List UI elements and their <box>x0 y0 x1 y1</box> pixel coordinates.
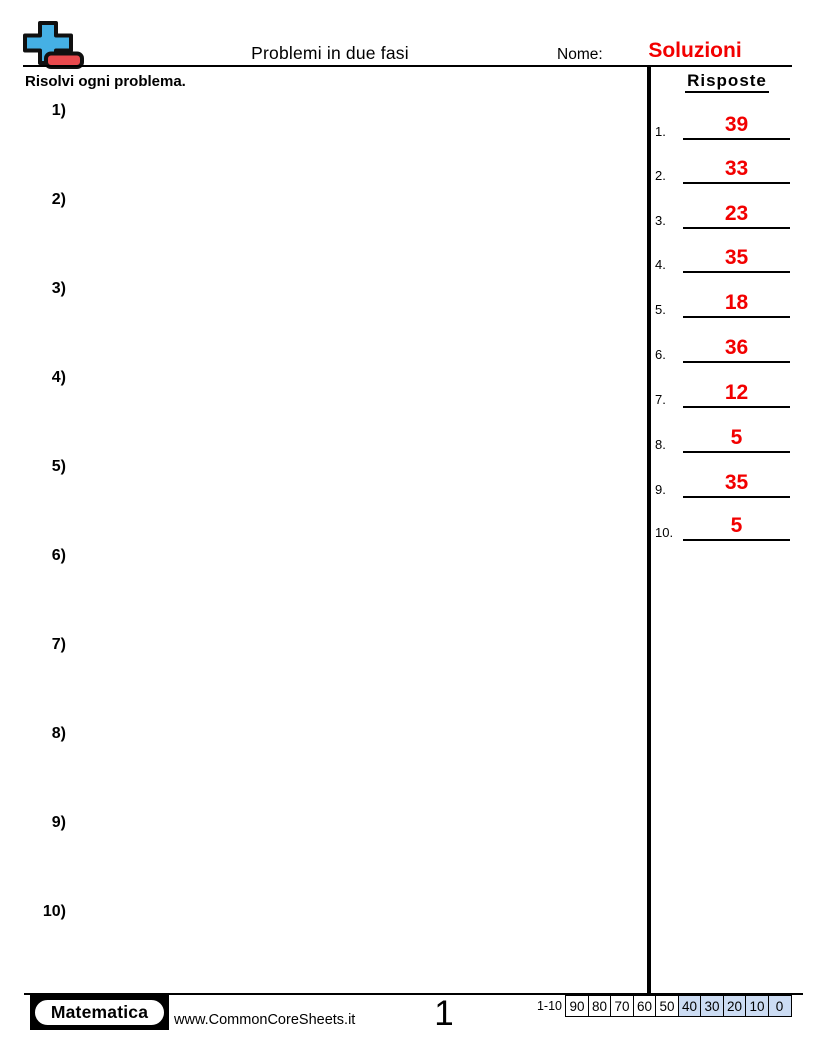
answers-title-text: Risposte <box>685 71 769 93</box>
answer-value: 12 <box>724 381 749 404</box>
answer-row-1 <box>653 106 793 140</box>
score-cell: 40 <box>678 995 702 1017</box>
answer-number: 1. <box>655 124 666 139</box>
answer-value: 39 <box>724 113 749 136</box>
answer-row-7 <box>653 374 793 408</box>
score-cell: 90 <box>565 995 589 1017</box>
answer-blank-line <box>683 316 790 318</box>
problem-number-10: 10) <box>42 903 66 920</box>
answer-number: 7. <box>655 392 666 407</box>
score-range-label: 1-10 <box>536 999 562 1013</box>
answer-number: 10. <box>655 525 674 540</box>
answer-value: 18 <box>724 291 749 314</box>
problem-number-9: 9) <box>51 814 66 831</box>
answer-row-9 <box>653 464 793 498</box>
subject-badge <box>30 995 169 1030</box>
score-cell: 80 <box>588 995 612 1017</box>
answer-number: 4. <box>655 257 666 272</box>
answer-row-6 <box>653 329 793 363</box>
name-value-solutions: Soluzioni <box>648 39 742 62</box>
score-table <box>565 995 792 1017</box>
problem-number-5: 5) <box>51 458 66 475</box>
vertical-double-divider <box>647 67 651 996</box>
score-cell: 60 <box>633 995 657 1017</box>
name-label: Nome: <box>557 46 603 63</box>
answer-value: 36 <box>724 336 749 359</box>
worksheet-title: Problemi in due fasi <box>251 43 409 63</box>
answer-row-8 <box>653 419 793 453</box>
answer-value: 35 <box>724 471 749 494</box>
score-cell: 50 <box>655 995 679 1017</box>
answer-blank-line <box>683 182 790 184</box>
answer-row-4 <box>653 239 793 273</box>
answer-blank-line <box>683 406 790 408</box>
problem-number-6: 6) <box>51 547 66 564</box>
problem-number-3: 3) <box>51 280 66 297</box>
answer-value: 23 <box>724 202 749 225</box>
page-number: 1 <box>434 994 454 1033</box>
subject-badge-label: Matematica <box>33 998 166 1027</box>
answer-number: 3. <box>655 213 666 228</box>
problem-number-4: 4) <box>51 369 66 386</box>
answer-blank-line <box>683 451 790 453</box>
answer-value: 33 <box>724 157 749 180</box>
score-cell: 0 <box>768 995 792 1017</box>
answer-blank-line <box>683 227 790 229</box>
answer-blank-line <box>683 539 790 541</box>
answer-value: 5 <box>730 514 743 537</box>
answer-row-2 <box>653 150 793 184</box>
answer-value: 35 <box>724 246 749 269</box>
answer-row-10 <box>653 507 793 541</box>
problem-number-2: 2) <box>51 191 66 208</box>
answer-blank-line <box>683 496 790 498</box>
answer-number: 8. <box>655 437 666 452</box>
website-url: www.CommonCoreSheets.it <box>174 1012 356 1028</box>
header-divider-line <box>23 65 792 67</box>
problem-number-7: 7) <box>51 636 66 653</box>
instructions-text: Risolvi ogni problema. <box>25 73 186 90</box>
answer-row-5 <box>653 284 793 318</box>
answer-blank-line <box>683 361 790 363</box>
score-cell: 30 <box>700 995 724 1017</box>
answer-blank-line <box>683 271 790 273</box>
answer-number: 2. <box>655 168 666 183</box>
answer-row-3 <box>653 195 793 229</box>
score-cell: 10 <box>745 995 769 1017</box>
score-cell: 20 <box>723 995 747 1017</box>
answer-number: 6. <box>655 347 666 362</box>
answer-value: 5 <box>730 426 743 449</box>
problem-number-8: 8) <box>51 725 66 742</box>
problem-number-1: 1) <box>51 102 66 119</box>
score-cell: 70 <box>610 995 634 1017</box>
answer-blank-line <box>683 138 790 140</box>
answers-column-title <box>657 71 797 91</box>
answer-number: 5. <box>655 302 666 317</box>
answer-number: 9. <box>655 482 666 497</box>
